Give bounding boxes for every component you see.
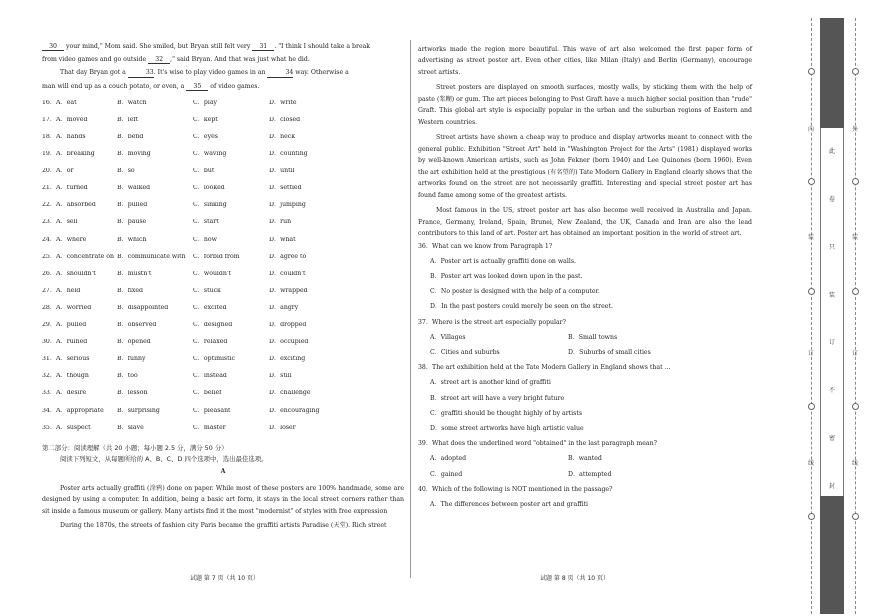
option-row: 19．A．breaking B．moving C．waving D．counting	[42, 151, 308, 158]
passage-paragraph: Street artists have shown a cheap way to produce and display artworks meant to connect with the general public. Exhibition "Street Art" held in "Washington Project for the Arts" (1981) displayed works by well-known American artists, such as John Fekner (born 1940) and Lee Quinones (born 1960). Even the art exhibition held at the prestigious (有名望的) Tate Modern Gallery in England clearly shows that the artworks found on the street are not necessarily graffiti. Interesting and special street poster art has found fame among some of the greatest artists.	[418, 134, 752, 199]
option: A．street art is another kind of graffiti	[430, 379, 551, 387]
right-page	[418, 44, 752, 517]
option-row: 30．A．ruined B．opened C．relaxed D．occupied	[42, 339, 309, 346]
binding-hole	[808, 288, 815, 295]
section-instruction: 阅读下列短文，从每题所给的 A、B、C、D 四个选项中，选出最佳选项。	[60, 455, 268, 464]
option-row: A．adopted B．wanted	[430, 455, 602, 463]
binding-hole	[852, 288, 859, 295]
page-footer-left: 试题 第 7 页（共 10 页）	[190, 575, 259, 582]
cloze-line-1: 30 your mind," Mom said. She smiled, but Bryan still felt very 31 . "I think I should take a break	[42, 44, 404, 51]
binding-hole	[808, 178, 815, 185]
option-row: 27．A．held B．fixed C．stuck D．wrapped	[42, 287, 308, 294]
option: D．In the past posters could merely be seen on the street.	[430, 303, 613, 311]
option-row: 20．A．or B．so C．but D．until	[42, 168, 295, 175]
option-row: C．gained D．attempted	[430, 470, 612, 478]
binding-text: 此 卷 只 装 订 不 密 封	[828, 148, 835, 490]
option-row: 24．A．where B．which C．how D．what	[42, 236, 296, 243]
blank-30: 30	[42, 44, 64, 51]
option-row: 22．A．absorbed B．pulled C．sinking D．jumping	[42, 202, 306, 209]
option-row: C．Cities and suburbs D．Suburbs of small cities	[430, 348, 651, 356]
option-row: 32．A．though B．too C．instead D．still	[42, 373, 292, 380]
option-row: 35．A．suspect B．slave C．master D．loser	[42, 424, 296, 431]
option: A．Poster art is actually graffiti done on walls.	[430, 257, 576, 265]
question-39: 39．What does the underlined word "obtained" in the last paragraph mean?	[418, 440, 657, 448]
section-heading: 第二部分：阅读理解（共 20 小题；每小题 2.5 分，满分 50 分）	[42, 443, 228, 452]
binding-hole	[808, 403, 815, 410]
cloze-line-4: man will end up as a couch potato, or even, a 35 of video games.	[42, 82, 260, 90]
cut-line-right	[855, 18, 856, 614]
binding-hole	[852, 403, 859, 410]
cut-line-left	[811, 18, 812, 614]
blank-35: 35	[186, 84, 208, 91]
option-row: 28．A．worried B．disappointed C．excited D．angry	[42, 304, 299, 311]
option-row: 16．A．eat B．watch C．play D．write	[42, 99, 297, 106]
binding-hole	[852, 68, 859, 75]
option-row: A．Villages B．Small towns	[430, 333, 618, 341]
binding-bar-top	[820, 18, 844, 128]
blank-33: 33	[128, 70, 154, 77]
option-row: 23．A．sell B．pause C．start D．run	[42, 219, 292, 226]
option-row: 29．A．pulled B．observed C．designed D．dropped	[42, 322, 307, 329]
question-40: 40．Which of the following is NOT mentioned in the passage?	[418, 485, 613, 493]
option: C．graffiti should be thought highly of by artists	[430, 409, 582, 417]
question-37: 37．Where is the street art especially popular?	[418, 318, 566, 326]
question-38: 38．The art exhibition held at the Tate Modern Gallery in England shows that ...	[418, 364, 671, 372]
option-row: 17．A．moved B．left C．kept D．closed	[42, 116, 301, 123]
blank-31: 31	[252, 44, 274, 51]
cloze-line-3: That day Bryan got a 33. It's wise to play video games in an 34 way. Otherwise a	[60, 69, 349, 77]
option: D．some street artworks have high artistic value	[430, 424, 584, 432]
option: C．No poster is designed with the help of a computer.	[430, 288, 600, 296]
option: A．The differences between poster art and graffiti	[430, 500, 589, 508]
passage-paragraph: Poster arts actually graffiti (涂鸦) done on paper. While most of these posters are 100% handmade, some are designed by using a computer. In addition, being a basic art form, it stays in the local street corners rather than sit inside a famous museum or gallery. Many artists find it the most "modernist" of styles with free expression	[42, 484, 404, 515]
passage-paragraph: During the 1870s, the streets of fashion city Paris became the graffiti artists Paradise (天堂). Rich street	[60, 522, 387, 530]
question-36: 36．What can we know from Paragraph 1?	[418, 242, 553, 250]
option-row: 25．A．concentrate on B．communicate with C．forbid from D．agree to	[42, 253, 307, 260]
binding-bar-bottom	[820, 496, 844, 614]
option: B．street art will have a very bright future	[430, 394, 565, 402]
binding-hole	[852, 513, 859, 520]
option-row: 21．A．turned B．walked C．looked D．settled	[42, 185, 302, 192]
option-row: 18．A．hands B．bend C．eyes D．neck	[42, 134, 296, 140]
passage-label: A	[220, 467, 226, 475]
option-row: 31．A．serious B．funny C．optimistic D．exciting	[42, 356, 306, 363]
passage-paragraph: artworks made the region more beautiful. This wave of art also welcomed the first paper form of advertising as street poster art. Even other cities, like Milan (Italy) and Berlin (Germany), encourage street artists.	[418, 46, 752, 76]
options-table	[42, 100, 404, 442]
cloze-line-2: from video games and go outside 32 ," said Bryan. And that was just what he did.	[42, 56, 310, 64]
option-row: 34．A．appropriate B．surprising C．pleasant D．encouraging	[42, 407, 320, 414]
binding-hole	[808, 513, 815, 520]
option-row: 33．A．desire B．lesson C．belief D．challenge	[42, 390, 311, 397]
option-row: 26．A．shouldn't B．mustn't C．wouldn't D．couldn't	[42, 270, 306, 277]
binding-strip: 此 卷 只 装 订 不 密 封 内 装 订 线 外 装 订 线	[798, 18, 864, 614]
binding-hole	[852, 178, 859, 185]
column-divider	[410, 40, 411, 578]
blank-32: 32	[148, 57, 170, 64]
left-page	[42, 44, 404, 535]
page-footer-right: 试题 第 8 页（共 10 页）	[540, 575, 609, 582]
passage-paragraph: Most famous in the US, street poster art has also become well received in Australia and Japan. France, Germany, Ireland, Spain, Brunei, New Zealand, the UK, Canada and Iran are also the lead contributors to this land of art. Poster art has obtained an important position in the world of street art.	[418, 207, 752, 238]
passage-paragraph: Street posters are displayed on smooth surfaces, mostly walls, by sticking them with the help of paste (浆糊) or gum. The art pieces belonging to Post Graft have a much higher social position than "rude" Graft. This global art style is especially popular in the urban and the suburban regions of Eastern and Western countries.	[418, 84, 752, 126]
option: B．Poster art was looked down upon in the past.	[430, 272, 583, 280]
blank-34: 34	[267, 70, 293, 77]
binding-hole	[808, 68, 815, 75]
